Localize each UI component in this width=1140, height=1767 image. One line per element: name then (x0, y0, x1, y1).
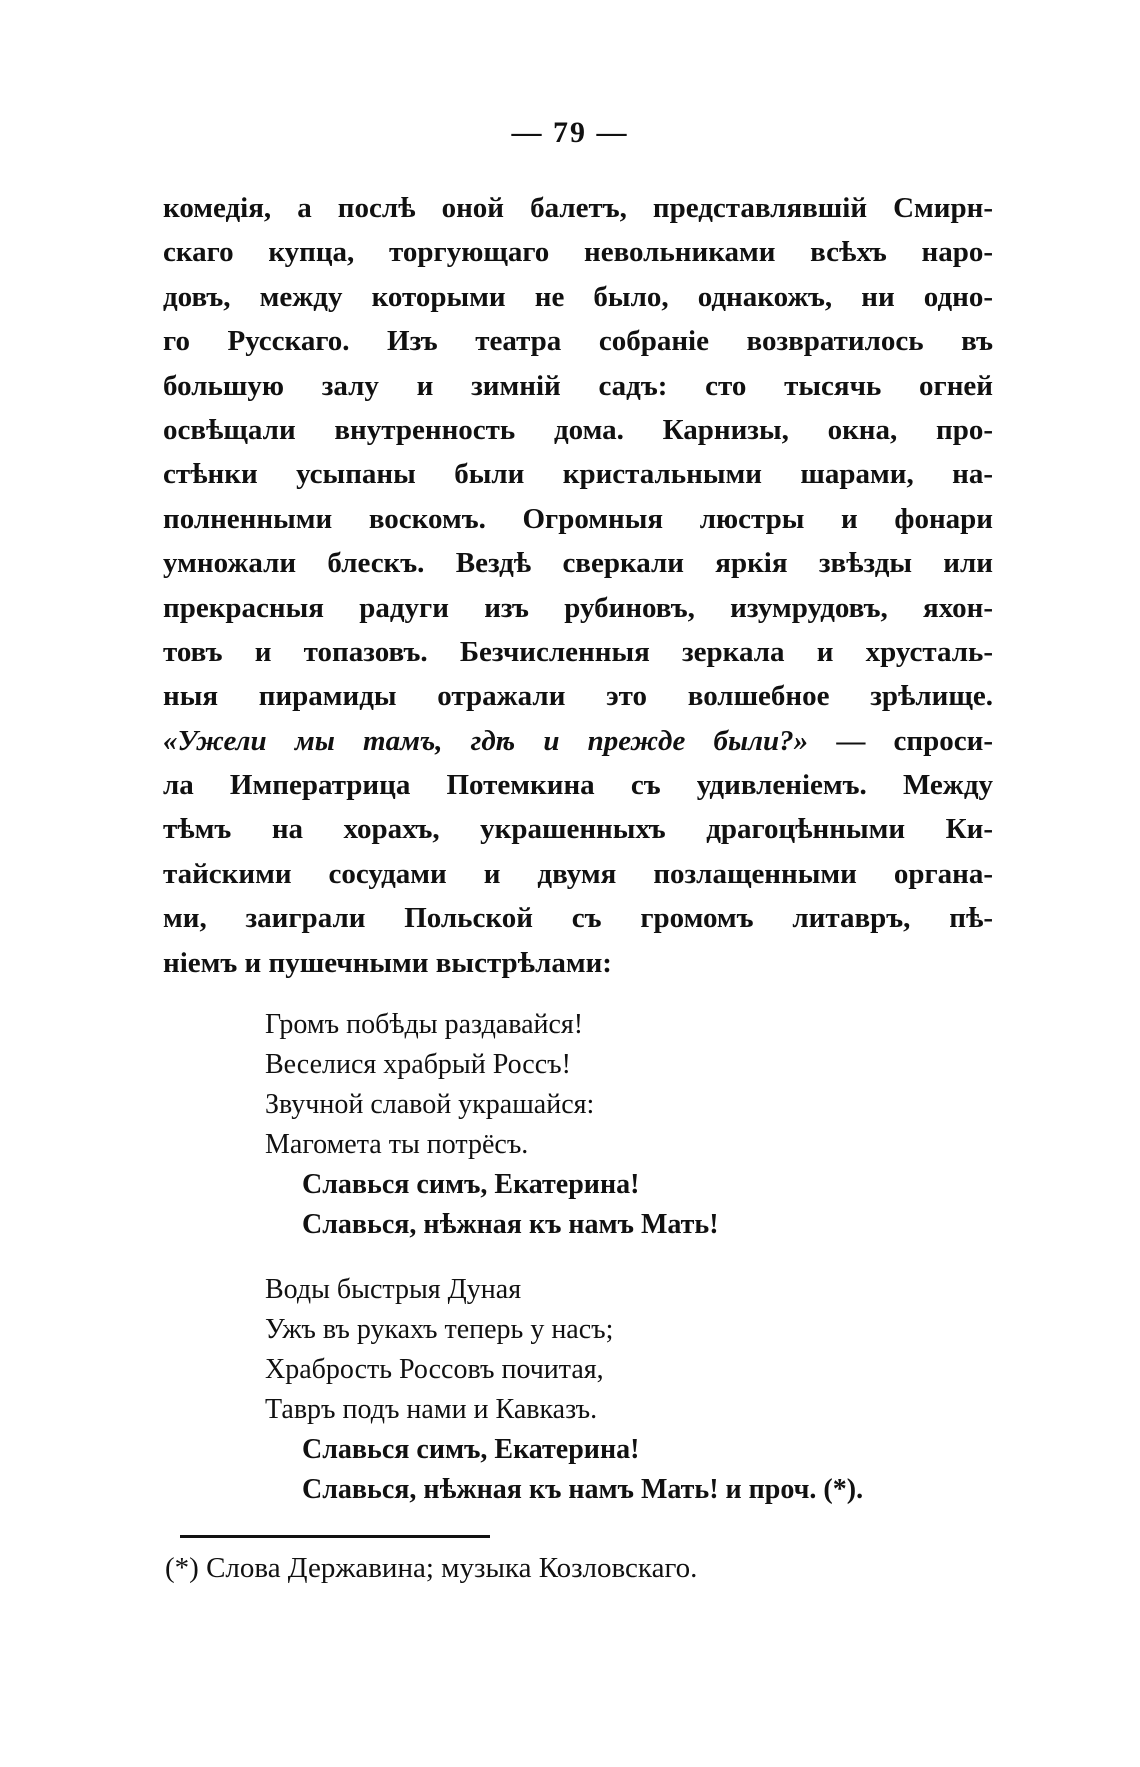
prose-line: стѣнки усыпаны были кристальными шарами, на- (163, 458, 993, 491)
verse-line: Громъ побѣды раздавайся! (265, 1009, 584, 1040)
verse-line: Магомета ты потрёсъ. (265, 1129, 529, 1160)
prose-line: ла Императрица Потемкина съ удивленіемъ. Между (163, 769, 993, 802)
prose-line: скаго купца, торгующаго невольниками всѣхъ наро- (163, 236, 993, 269)
page-number: — 79 — (511, 116, 629, 149)
quote-italic: «Ужели мы тамъ, гдѣ и прежде были?» (163, 724, 809, 757)
prose-line: полненными воскомъ. Огромныя люстры и фонари (163, 502, 993, 535)
prose-line: комедія, а послѣ оной балетъ, представлявшій Смирн- (163, 192, 993, 224)
prose-line: прекрасныя радуги изъ рубиновъ, изумрудовъ, яхон- (163, 591, 993, 624)
footnote: (*) Слова Державина; музыка Козловскаго. (165, 1552, 698, 1584)
prose-line: го Русскаго. Изъ театра собраніе возвратилось въ (163, 325, 993, 358)
verse-line: Воды быстрыя Дуная (265, 1274, 522, 1305)
quote-continuation: — спроси- (808, 724, 993, 757)
prose-line: ніемъ и пушечными выстрѣлами: (163, 946, 612, 979)
verse-line: Тавръ подъ нами и Кавказъ. (265, 1394, 598, 1425)
refrain-line: Славься, нѣжная къ намъ Мать! и проч. (*). (302, 1474, 864, 1505)
refrain-line: Славься, нѣжная къ намъ Мать! (302, 1209, 719, 1240)
verse-line: Веселися храбрый Россъ! (265, 1049, 571, 1080)
refrain-line: Славься симъ, Екатерина! (302, 1434, 640, 1465)
verse-line: Звучной славой украшайся: (265, 1089, 595, 1120)
prose-line: умножали блескъ. Вездѣ сверкали яркія звѣзды или (163, 547, 993, 580)
prose-line: ныя пирамиды отражали это волшебное зрѣлище. (163, 680, 993, 713)
verse-line: Храбрость Россовъ почитая, (265, 1354, 604, 1385)
prose-line: ми, заиграли Польской съ громомъ литавръ, пѣ- (163, 902, 993, 935)
prose-paragraph (163, 186, 993, 985)
verse-line: Ужъ въ рукахъ теперь у насъ; (265, 1314, 614, 1345)
prose-line: товъ и топазовъ. Безчисленныя зеркала и хрусталь- (163, 635, 993, 668)
footnote-divider (180, 1535, 490, 1538)
prose-line: тайскими сосудами и двумя позлащенными органа- (163, 857, 993, 890)
prose-line: тѣмъ на хорахъ, украшенныхъ драгоцѣнными Ки- (163, 813, 993, 846)
prose-line: довъ, между которыми не было, однакожъ, ни одно- (163, 280, 993, 313)
verse-stanza-1 (265, 1005, 719, 1245)
prose-line-quote (163, 719, 993, 763)
verse-stanza-2 (265, 1270, 863, 1510)
prose-line: большую залу и зимній садъ: сто тысячь огней (163, 369, 993, 402)
prose-line: освѣщали внутренность дома. Карнизы, окна, про- (163, 413, 993, 446)
refrain-line: Славься симъ, Екатерина! (302, 1169, 640, 1200)
